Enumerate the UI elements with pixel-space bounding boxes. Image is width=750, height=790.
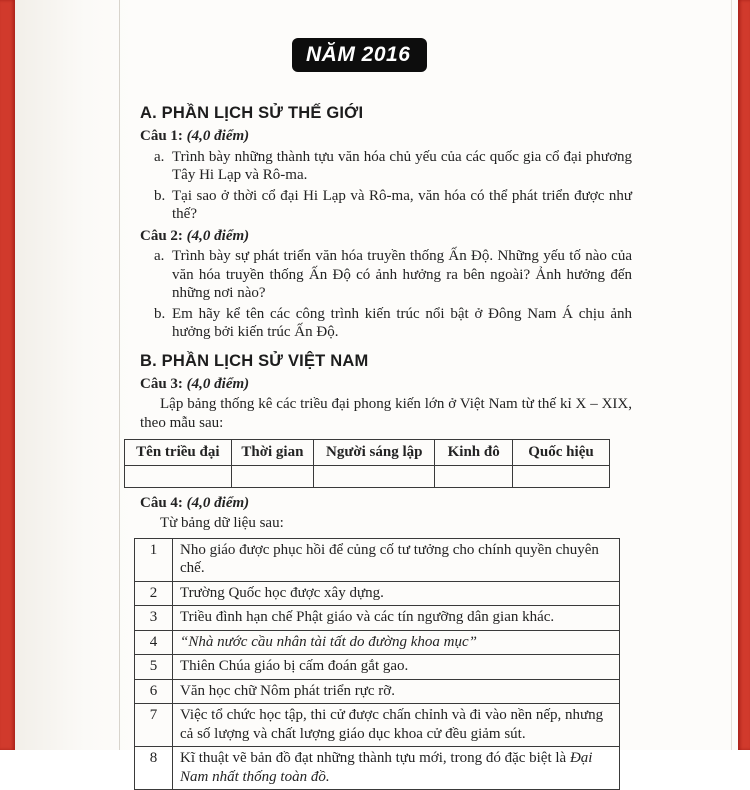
question-3-intro: Lập bảng thống kê các triều đại phong kiến lớn ở Việt Nam từ thế kỉ X – XIX, theo mẫu sau: <box>140 395 632 432</box>
item-marker: a. <box>154 247 164 266</box>
item-marker: a. <box>154 148 164 167</box>
question-1-item-a <box>152 148 632 185</box>
question-2-item-b <box>152 305 632 342</box>
table-row <box>135 747 620 790</box>
row-number: 6 <box>135 679 173 704</box>
question-2-points: (4,0 điểm) <box>187 228 249 244</box>
row-text <box>173 747 620 790</box>
scanned-page <box>15 0 738 750</box>
table-row <box>135 704 620 747</box>
row-number: 7 <box>135 704 173 747</box>
table-row <box>135 679 620 704</box>
item-text: Em hãy kể tên các công trình kiến trúc nổi bật ở Đông Nam Á chịu ảnh hưởng bởi kiến trúc Ấn Độ. <box>172 306 632 341</box>
page-content <box>140 104 632 790</box>
question-2-heading <box>140 227 632 246</box>
question-2-item-a <box>152 247 632 303</box>
section-a-title: A. PHẦN LỊCH SỬ THẾ GIỚI <box>140 104 632 123</box>
question-3-label: Câu 3: <box>140 376 183 392</box>
empty-cell <box>125 465 232 487</box>
dynasty-model-table <box>124 439 610 488</box>
question-2-label: Câu 2: <box>140 228 183 244</box>
row-text: Nho giáo được phục hồi để củng cố tư tưởng cho chính quyền chuyên chế. <box>173 538 620 581</box>
question-1-heading <box>140 127 632 146</box>
data-list-table <box>134 538 620 790</box>
question-4-intro: Từ bảng dữ liệu sau: <box>140 514 632 533</box>
table-row <box>135 538 620 581</box>
table-row <box>135 606 620 631</box>
empty-cell <box>512 465 609 487</box>
item-text: Tại sao ở thời cổ đại Hi Lạp và Rô-ma, văn hóa có thể phát triển được như thế? <box>172 188 632 223</box>
table-row <box>135 655 620 680</box>
row-number: 4 <box>135 630 173 655</box>
table-row <box>135 581 620 606</box>
item-marker: b. <box>154 305 165 324</box>
question-4-label: Câu 4: <box>140 495 183 511</box>
column-header: Kinh đô <box>435 440 513 466</box>
question-1-points: (4,0 điểm) <box>187 128 249 144</box>
table-empty-row <box>125 465 610 487</box>
row-number: 8 <box>135 747 173 790</box>
column-header: Tên triều đại <box>125 440 232 466</box>
item-marker: b. <box>154 187 165 206</box>
question-3-points: (4,0 điểm) <box>187 376 249 392</box>
row-text: Trường Quốc học được xây dựng. <box>173 581 620 606</box>
question-1-item-b <box>152 187 632 224</box>
book-cover-right-edge <box>738 0 750 750</box>
row-text: Văn học chữ Nôm phát triển rực rỡ. <box>173 679 620 704</box>
empty-cell <box>435 465 513 487</box>
table-header-row <box>125 440 610 466</box>
item-text: Trình bày những thành tựu văn hóa chủ yếu của các quốc gia cổ đại phương Tây Hi Lạp và Rô-ma. <box>172 149 632 184</box>
column-header: Người sáng lập <box>314 440 435 466</box>
row-text: Triều đình hạn chế Phật giáo và các tín ngưỡng dân gian khác. <box>173 606 620 631</box>
page-edge-line <box>119 0 120 750</box>
row-text: “Nhà nước cầu nhân tài tất do đường khoa mục” <box>173 630 620 655</box>
empty-cell <box>231 465 313 487</box>
row-number: 3 <box>135 606 173 631</box>
page-edge-line <box>731 0 732 750</box>
year-badge: NĂM 2016 <box>292 38 427 72</box>
item-text: Trình bày sự phát triển văn hóa truyền thống Ấn Độ. Những yếu tố nào của văn hóa truyền thống Ấn Độ có ảnh hưởng ra bên ngoài? Ảnh hưởng đến những nơi nào? <box>172 248 632 301</box>
row-number: 1 <box>135 538 173 581</box>
row-text: Việc tổ chức học tập, thi cử được chấn chỉnh và đi vào nền nếp, nhưng cả số lượng và chất lượng giáo dục khoa cử đều giảm sút. <box>173 704 620 747</box>
row-number: 2 <box>135 581 173 606</box>
row-number: 5 <box>135 655 173 680</box>
column-header: Quốc hiệu <box>512 440 609 466</box>
question-3-heading <box>140 375 632 394</box>
question-4-points: (4,0 điểm) <box>187 495 249 511</box>
empty-cell <box>314 465 435 487</box>
row-text-plain: Kĩ thuật vẽ bản đồ đạt những thành tựu mới, trong đó đặc biệt là <box>180 750 570 766</box>
column-header: Thời gian <box>231 440 313 466</box>
question-4-heading <box>140 494 632 513</box>
section-b-title: B. PHẦN LỊCH SỬ VIỆT NAM <box>140 352 632 371</box>
row-text-italic: Đại Nam nhất thống toàn đồ. <box>180 750 592 785</box>
table-row <box>135 630 620 655</box>
book-cover-left-edge <box>0 0 15 750</box>
question-1-label: Câu 1: <box>140 128 183 144</box>
row-text: Thiên Chúa giáo bị cấm đoán gắt gao. <box>173 655 620 680</box>
